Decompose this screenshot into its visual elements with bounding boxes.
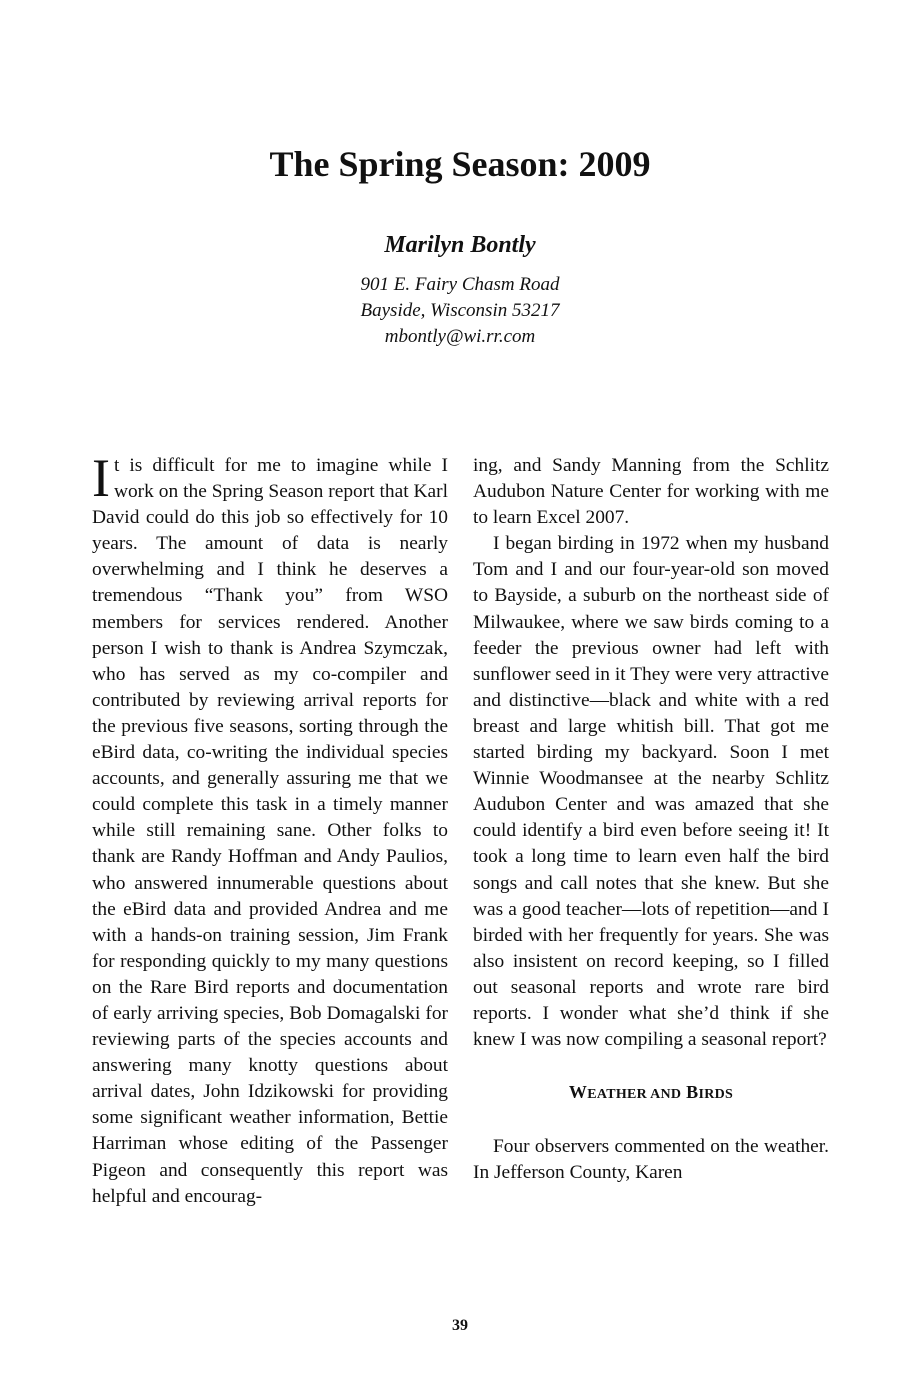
address-city: Bayside, Wisconsin 53217 (360, 300, 560, 321)
drop-cap: I (92, 448, 110, 508)
article-title: The Spring Season: 2009 (269, 144, 651, 184)
page-number: 39 (452, 1317, 468, 1334)
author-name: Marilyn Bontly (384, 232, 536, 258)
body-column-left (92, 448, 448, 1210)
heading-small-caps-2: IRDS (698, 1087, 734, 1103)
heading-letter-w: W (568, 1082, 588, 1103)
body-column-right (473, 453, 829, 1186)
intro-paragraph-text: t is difficult for me to imagine while I work on the Spring Season report that Karl David could do this job so effectively for 10 years. The amount of data is nearly overwhelming and I think he deserves a tremendous “Thank you” from WSO members for services rendered. Another person I wish to thank is Andrea Szymczak, who has served as my co-compiler and contributed by reviewing arrival reports for the previous five seasons, sorting through the eBird data, co-writing the individual species accounts, and generally assuring me that we could complete this task in a timely manner while still remaining sane. Other folks to thank are Randy Hoffman and Andy Paulios, who answered innumerable questions about the eBird data and provided Andrea and me with a hands-on training session, Jim Frank for responding quickly to my many questions on the Rare Bird reports and documentation of early arriving species, Bob Domagalski for reviewing parts of the species accounts and answering many knotty questions about arrival dates, John Idzikowski for providing some significant weather information, Bettie Harriman whose editing of the Passenger Pigeon and consequently this report was helpful and encourag- (92, 455, 448, 1207)
heading-small-caps-1: EATHER AND (587, 1087, 682, 1103)
address-street: 901 E. Fairy Chasm Road (360, 274, 560, 295)
intro-paragraph-continued: ing, and Sandy Manning from the Schlitz Audubon Nature Center for working with me to learn Excel 2007. (473, 455, 829, 529)
heading-letter-b: B (686, 1082, 699, 1103)
section-heading-weather-and-birds (473, 1079, 829, 1108)
weather-paragraph: Four observers commented on the weather. In Jefferson County, Karen (473, 1136, 829, 1184)
author-email: mbontly@wi.rr.com (384, 326, 536, 347)
intro-paragraph (92, 448, 448, 1210)
author-address (0, 272, 920, 350)
birding-history-paragraph: I began birding in 1972 when my husband Tom and I and our four-year-old son moved to Bayside, a suburb on the northeast side of Milwaukee, where we saw birds coming to a feeder the previous owner had left with sunflower seed in it They were very attractive and distinctive—black and white with a red breast and large whitish bill. That got me started birding my backyard. Soon I met Winnie Woodmansee at the nearby Schlitz Audubon Center and was amazed that she could identify a bird even before seeing it! It took a long time to learn even half the bird songs and call notes that she knew. But she was a good teacher—lots of repetition—and I birded with her frequently for years. She was also insistent on record keeping, so I filled out seasonal reports and wrote rare bird reports. I wonder what she’d think if she knew I was now compiling a seasonal report? (473, 533, 829, 1051)
